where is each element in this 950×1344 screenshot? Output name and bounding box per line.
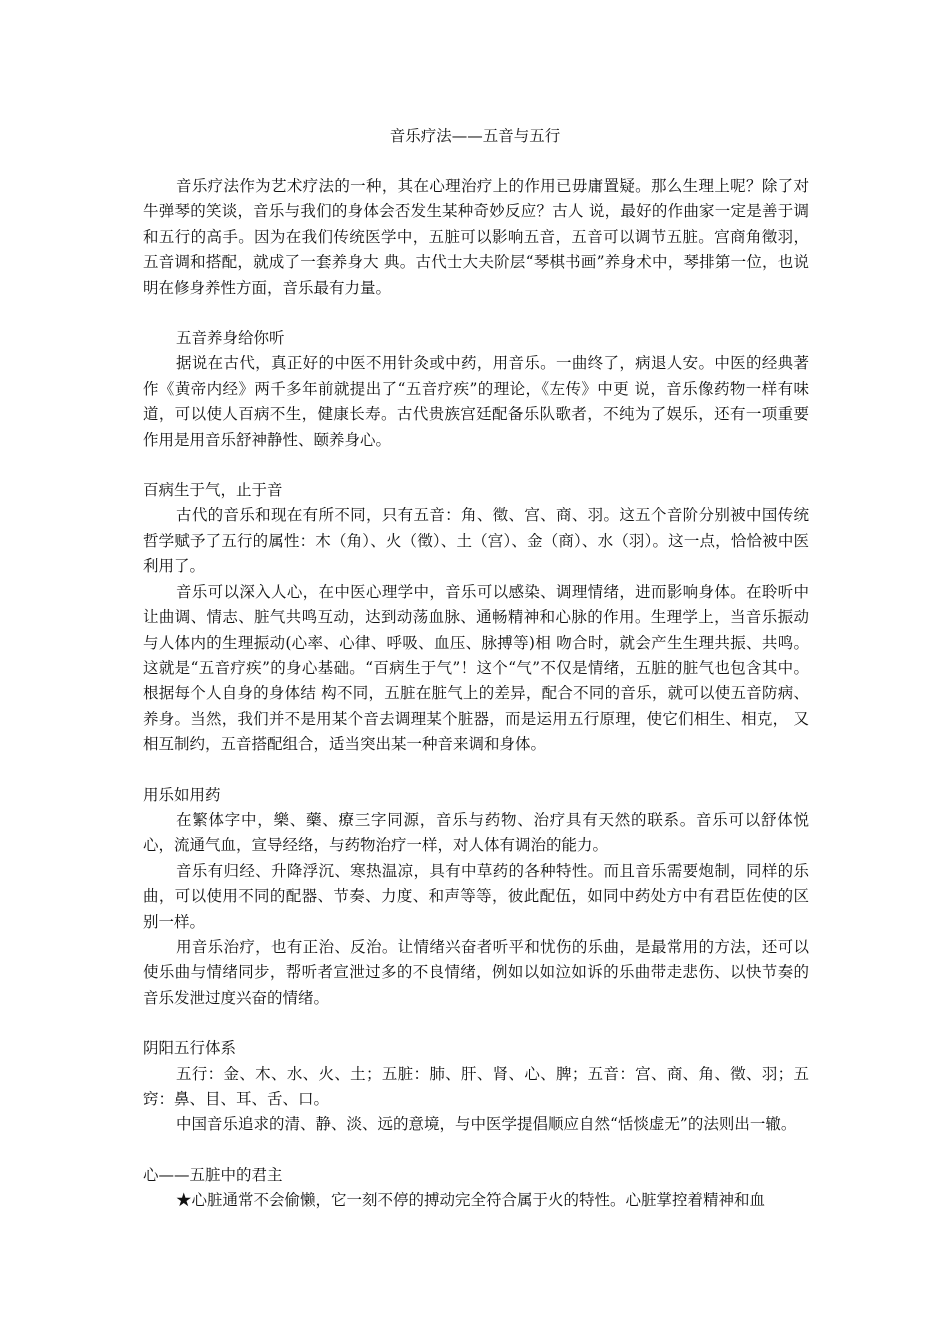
section-paragraph: 音乐可以深入人心，在中医心理学中，音乐可以感染、调理情绪，进而影响身体。在聆听中让曲调、情志、脏气共鸣互动，达到动荡血脉、通畅精神和心脉的作用。生理学上，当音乐振动与人体内的生理振动(心率、心律、呼吸、血压、脉搏等)相 吻合时，就会产生生理共振、共鸣。这就是“五音疗疾”的身心基础。“百病生于气”！这个“气”不仅是情绪，五脏的脏气也包含其中。根据每个人自身的身体结 构不同，五脏在脏气上的差异，配合不同的音乐，就可以使五音防病、养身。当然，我们并不是用某个音去调理某个脏器，而是运用五行原理，使它们相生、相克， 又相互制约，五音搭配组合，适当突出某一种音来调和身体。 (143, 582, 809, 754)
section-paragraph: 中国音乐追求的清、静、淡、远的意境，与中医学提倡顺应自然“恬惔虚无”的法则出一辙。 (176, 1115, 797, 1134)
section-paragraph: ★心脏通常不会偷懒，它一刻不停的搏动完全符合属于火的特性。心脏掌控着精神和血 (176, 1191, 766, 1210)
spacer (143, 758, 809, 783)
section-paragraph: 五行：金、木、水、火、土；五脏：肺、肝、肾、心、脾；五音：宫、商、角、徵、羽；五窍：鼻、目、耳、舌、口。 (143, 1064, 809, 1108)
spacer (143, 1011, 809, 1036)
section-yin-yang (143, 1036, 809, 1138)
section-music-as-medicine (143, 783, 809, 1012)
document-title: 音乐疗法——五音与五行 (389, 127, 561, 145)
section-paragraph: 古代的音乐和现在有所不同，只有五音：角、徵、宫、商、羽。这五个音阶分别被中国传统哲学赋予了五行的属性：木（角）、火（徵）、土（宫）、金（商）、水（羽）。这一点，恰恰被中医利用了。 (143, 506, 809, 576)
section-heading: 阴阳五行体系 (143, 1039, 237, 1058)
section-qi (143, 478, 809, 757)
spacer (143, 301, 809, 326)
section-heart (143, 1163, 809, 1214)
section-paragraph: 用音乐治疗，也有正治、反治。让情绪兴奋者听平和忧伤的乐曲，是最常用的方法，还可以使乐曲与情绪同步，帮听者宣泄过多的不良情绪，例如以如泣如诉的乐曲带走悲伤、以快节奏的音乐发泄过度兴奋的情绪。 (143, 937, 809, 1007)
section-paragraph: 音乐有归经、升降浮沉、寒热温凉，具有中草药的各种特性。而且音乐需要炮制，同样的乐曲，可以使用不同的配器、节奏、力度、和声等等，彼此配伍，如同中药处方中有君臣佐使的区别一样。 (143, 861, 809, 931)
spacer (143, 1138, 809, 1163)
section-heading: 心——五脏中的君主 (143, 1165, 283, 1184)
section-paragraph: 据说在古代，真正好的中医不用针灸或中药，用音乐。一曲终了，病退人安。中医的经典著作《黄帝内经》两千多年前就提出了“五音疗疾”的理论，《左传》中更 说，音乐像药物一样有味道，可以使人百病不生，健康长寿。古代贵族宫廷配备乐队歌者，不纯为了娱乐，还有一项重要作用是用音乐舒神静性、颐养身心。 (143, 354, 809, 449)
spacer (143, 453, 809, 478)
section-heading: 百病生于气，止于音 (143, 481, 283, 500)
document-body (143, 174, 809, 1214)
section-five-tones (143, 326, 809, 453)
intro-paragraph: 音乐疗法作为艺术疗法的一种，其在心理治疗上的作用已毋庸置疑。那么生理上呢？除了对牛弹琴的笑谈，音乐与我们的身体会否发生某种奇妙反应？古人 说，最好的作曲家一定是善于调和五行的高手。因为在我们传统医学中，五脏可以影响五音，五音可以调节五脏。宫商角徵羽，五音调和搭配，就成了一套养身大 典。古代士大夫阶层“琴棋书画”养身术中，琴排第一位，也说明在修身养性方面，音乐最有力量。 (143, 177, 809, 297)
section-paragraph: 在繁体字中，樂、藥、療三字同源，音乐与药物、治疗具有天然的联系。音乐可以舒体悦心，流通气血，宣导经络，与药物治疗一样，对人体有调治的能力。 (143, 810, 809, 855)
section-heading: 用乐如用药 (143, 785, 221, 804)
section-heading: 五音养身给你听 (176, 329, 285, 348)
